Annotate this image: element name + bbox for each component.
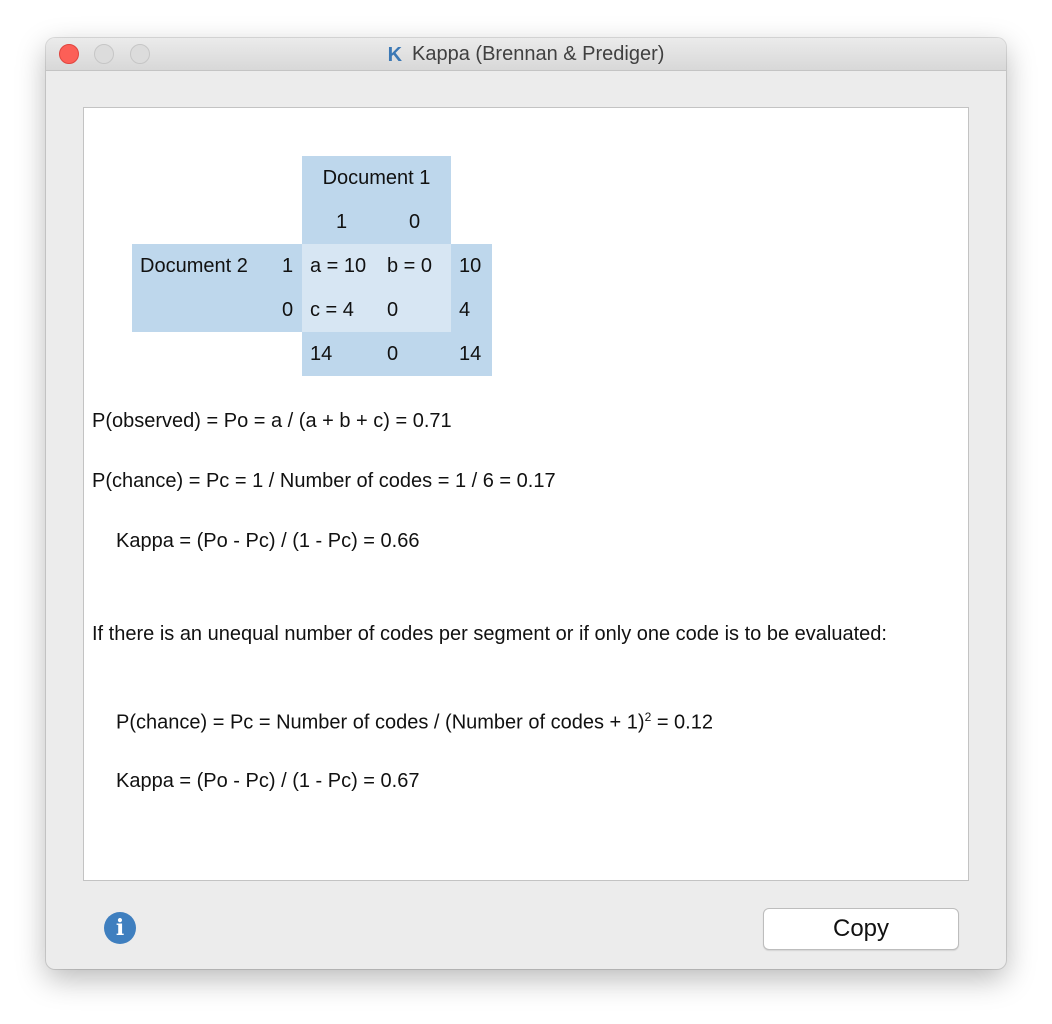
column-label-0: 0 bbox=[409, 211, 421, 233]
row-total-1: 10 bbox=[459, 255, 482, 277]
window-title: Kappa (Brennan & Prediger) bbox=[412, 42, 665, 65]
formula-kappa-alt: Kappa = (Po - Pc) / (1 - Pc) = 0.67 bbox=[116, 770, 420, 792]
row-header-document-2: Document 2 bbox=[140, 255, 248, 277]
unequal-codes-note: If there is an unequal number of codes per segment or if only one code is to be evaluated: bbox=[92, 623, 887, 645]
column-total-1: 14 bbox=[310, 343, 333, 365]
cell-c: c = 4 bbox=[310, 299, 354, 321]
title-wrap bbox=[46, 38, 1006, 70]
formula-kappa: Kappa = (Po - Pc) / (1 - Pc) = 0.66 bbox=[116, 530, 420, 552]
kappa-window bbox=[46, 38, 1006, 969]
formula-chance-alt-suffix: = 0.12 bbox=[651, 711, 713, 734]
cell-a: a = 10 bbox=[310, 255, 367, 277]
column-label-1: 1 bbox=[336, 211, 348, 233]
formula-observed: P(observed) = Po = a / (a + b + c) = 0.71 bbox=[92, 410, 452, 432]
column-header-document-1: Document 1 bbox=[322, 167, 431, 189]
row-label-0: 0 bbox=[282, 299, 294, 321]
formula-chance-alt bbox=[116, 710, 713, 735]
row-label-1: 1 bbox=[282, 255, 294, 277]
info-icon[interactable]: i bbox=[104, 912, 136, 944]
title-bar bbox=[46, 38, 1006, 71]
cell-b: b = 0 bbox=[387, 255, 433, 277]
formula-chance-alt-prefix: P(chance) = Pc = Number of codes / (Number of codes + 1) bbox=[116, 711, 645, 734]
row-total-2: 4 bbox=[459, 299, 471, 321]
results-panel bbox=[83, 107, 969, 881]
column-total-2: 0 bbox=[387, 343, 399, 365]
cell-d: 0 bbox=[387, 299, 399, 321]
formula-exponent: 2 bbox=[644, 710, 652, 724]
formula-chance: P(chance) = Pc = 1 / Number of codes = 1 / 6 = 0.17 bbox=[92, 470, 556, 492]
grand-total: 14 bbox=[459, 343, 482, 365]
copy-button[interactable]: Copy bbox=[763, 908, 959, 950]
app-logo-icon: K bbox=[387, 44, 403, 66]
